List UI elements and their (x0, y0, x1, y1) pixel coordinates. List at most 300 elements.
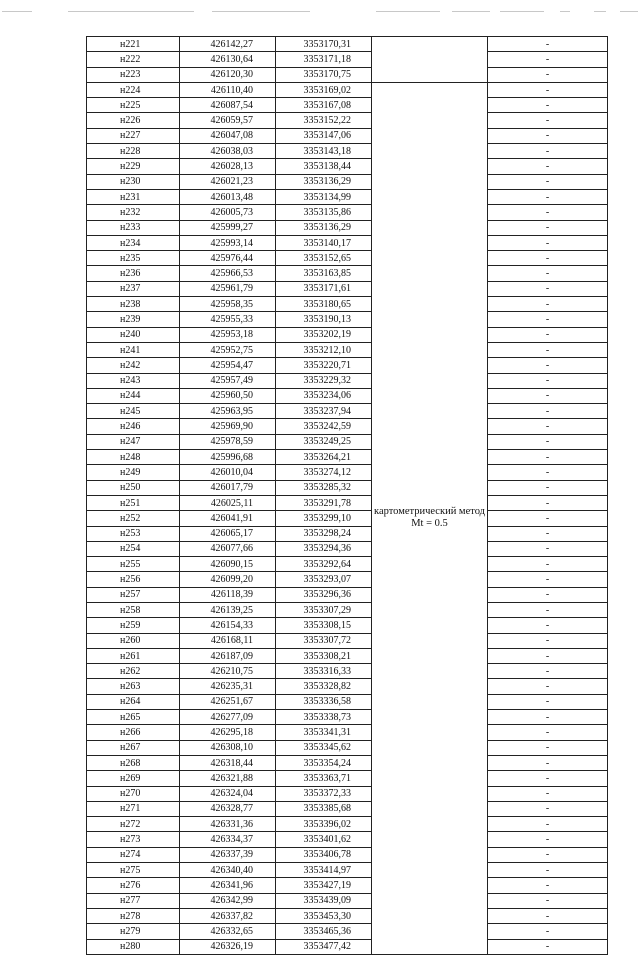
description-cell: - (488, 801, 608, 816)
y-coordinate-cell: 3353292,64 (276, 557, 372, 572)
point-id-cell: н226 (87, 113, 180, 128)
point-id-cell: н224 (87, 82, 180, 97)
y-coordinate-cell: 3353134,99 (276, 189, 372, 204)
point-id-cell: н239 (87, 312, 180, 327)
y-coordinate-cell: 3353285,32 (276, 480, 372, 495)
y-coordinate-cell: 3353307,29 (276, 602, 372, 617)
point-id-cell: н229 (87, 159, 180, 174)
point-id-cell: н238 (87, 297, 180, 312)
point-id-cell: н244 (87, 388, 180, 403)
table-row (87, 557, 608, 572)
x-coordinate-cell: 426090,15 (180, 557, 276, 572)
point-id-cell: н231 (87, 189, 180, 204)
table-row (87, 450, 608, 465)
y-coordinate-cell: 3353414,97 (276, 863, 372, 878)
y-coordinate-cell: 3353167,08 (276, 98, 372, 113)
table-row (87, 602, 608, 617)
x-coordinate-cell: 426118,39 (180, 587, 276, 602)
description-cell: - (488, 450, 608, 465)
x-coordinate-cell: 426065,17 (180, 526, 276, 541)
description-cell: - (488, 710, 608, 725)
description-cell: - (488, 480, 608, 495)
point-id-cell: н255 (87, 557, 180, 572)
description-cell: - (488, 281, 608, 296)
description-cell: - (488, 740, 608, 755)
point-id-cell: н243 (87, 373, 180, 388)
table-row (87, 342, 608, 357)
point-id-cell: н234 (87, 235, 180, 250)
point-id-cell: н242 (87, 358, 180, 373)
description-cell: - (488, 235, 608, 250)
description-cell: - (488, 725, 608, 740)
description-cell: - (488, 266, 608, 281)
y-coordinate-cell: 3353328,82 (276, 679, 372, 694)
description-cell: - (488, 817, 608, 832)
description-cell: - (488, 144, 608, 159)
point-id-cell: н233 (87, 220, 180, 235)
point-id-cell: н276 (87, 878, 180, 893)
description-cell: - (488, 82, 608, 97)
x-coordinate-cell: 425957,49 (180, 373, 276, 388)
x-coordinate-cell: 426120,30 (180, 67, 276, 82)
table-row (87, 832, 608, 847)
x-coordinate-cell: 426340,40 (180, 863, 276, 878)
x-coordinate-cell: 425996,68 (180, 450, 276, 465)
table-row (87, 710, 608, 725)
point-id-cell: н223 (87, 67, 180, 82)
y-coordinate-cell: 3353401,62 (276, 832, 372, 847)
table-row (87, 863, 608, 878)
x-coordinate-cell: 426028,13 (180, 159, 276, 174)
point-id-cell: н269 (87, 771, 180, 786)
point-id-cell: н267 (87, 740, 180, 755)
y-coordinate-cell: 3353338,73 (276, 710, 372, 725)
description-cell: - (488, 587, 608, 602)
description-cell: - (488, 908, 608, 923)
x-coordinate-cell: 426235,31 (180, 679, 276, 694)
x-coordinate-cell: 426139,25 (180, 602, 276, 617)
x-coordinate-cell: 426059,57 (180, 113, 276, 128)
x-coordinate-cell: 425966,53 (180, 266, 276, 281)
x-coordinate-cell: 426038,03 (180, 144, 276, 159)
x-coordinate-cell: 425999,27 (180, 220, 276, 235)
point-id-cell: н241 (87, 342, 180, 357)
table-row (87, 480, 608, 495)
description-cell: - (488, 205, 608, 220)
x-coordinate-cell: 426099,20 (180, 572, 276, 587)
table-row (87, 419, 608, 434)
description-cell: - (488, 388, 608, 403)
description-cell: - (488, 771, 608, 786)
y-coordinate-cell: 3353140,17 (276, 235, 372, 250)
point-id-cell: н260 (87, 633, 180, 648)
description-cell: - (488, 618, 608, 633)
x-coordinate-cell: 426324,04 (180, 786, 276, 801)
table-row (87, 358, 608, 373)
table-row (87, 297, 608, 312)
point-id-cell: н246 (87, 419, 180, 434)
point-id-cell: н235 (87, 251, 180, 266)
table-row (87, 235, 608, 250)
table-row (87, 37, 608, 52)
point-id-cell: н257 (87, 587, 180, 602)
description-cell: - (488, 694, 608, 709)
point-id-cell: н248 (87, 450, 180, 465)
y-coordinate-cell: 3353406,78 (276, 847, 372, 862)
table-row (87, 388, 608, 403)
table-row (87, 144, 608, 159)
point-id-cell: н261 (87, 648, 180, 663)
y-coordinate-cell: 3353143,18 (276, 144, 372, 159)
y-coordinate-cell: 3353249,25 (276, 434, 372, 449)
point-id-cell: н251 (87, 495, 180, 510)
description-cell: - (488, 373, 608, 388)
y-coordinate-cell: 3353307,72 (276, 633, 372, 648)
y-coordinate-cell: 3353396,02 (276, 817, 372, 832)
point-id-cell: н245 (87, 404, 180, 419)
point-id-cell: н256 (87, 572, 180, 587)
point-id-cell: н277 (87, 893, 180, 908)
y-coordinate-cell: 3353372,33 (276, 786, 372, 801)
y-coordinate-cell: 3353345,62 (276, 740, 372, 755)
y-coordinate-cell: 3353212,10 (276, 342, 372, 357)
y-coordinate-cell: 3353291,78 (276, 495, 372, 510)
table-row (87, 541, 608, 556)
table-row (87, 251, 608, 266)
x-coordinate-cell: 426047,08 (180, 128, 276, 143)
method-cell: картометрический метод Mt = 0.5 (372, 82, 488, 954)
description-cell: - (488, 679, 608, 694)
description-cell: - (488, 495, 608, 510)
description-cell: - (488, 37, 608, 52)
table-row (87, 847, 608, 862)
x-coordinate-cell: 426110,40 (180, 82, 276, 97)
x-coordinate-cell: 425969,90 (180, 419, 276, 434)
description-cell: - (488, 924, 608, 939)
y-coordinate-cell: 3353427,19 (276, 878, 372, 893)
table-row (87, 495, 608, 510)
table-row (87, 817, 608, 832)
y-coordinate-cell: 3353477,42 (276, 939, 372, 954)
description-cell: - (488, 878, 608, 893)
description-cell: - (488, 465, 608, 480)
table-row (87, 893, 608, 908)
table-row (87, 801, 608, 816)
table-row (87, 113, 608, 128)
description-cell: - (488, 847, 608, 862)
x-coordinate-cell: 426005,73 (180, 205, 276, 220)
point-id-cell: н236 (87, 266, 180, 281)
x-coordinate-cell: 426334,37 (180, 832, 276, 847)
point-id-cell: н250 (87, 480, 180, 495)
x-coordinate-cell: 425961,79 (180, 281, 276, 296)
x-coordinate-cell: 425963,95 (180, 404, 276, 419)
table-row (87, 664, 608, 679)
y-coordinate-cell: 3353136,29 (276, 174, 372, 189)
y-coordinate-cell: 3353294,36 (276, 541, 372, 556)
description-cell: - (488, 434, 608, 449)
x-coordinate-cell: 426087,54 (180, 98, 276, 113)
table-row (87, 908, 608, 923)
x-coordinate-cell: 425953,18 (180, 327, 276, 342)
table-row (87, 725, 608, 740)
description-cell: - (488, 358, 608, 373)
description-cell: - (488, 863, 608, 878)
table-row (87, 633, 608, 648)
table-row (87, 526, 608, 541)
point-id-cell: н263 (87, 679, 180, 694)
coordinates-table (86, 36, 608, 955)
y-coordinate-cell: 3353170,31 (276, 37, 372, 52)
table-row (87, 511, 608, 526)
table-row (87, 404, 608, 419)
x-coordinate-cell: 426013,48 (180, 189, 276, 204)
x-coordinate-cell: 425976,44 (180, 251, 276, 266)
point-id-cell: н280 (87, 939, 180, 954)
y-coordinate-cell: 3353237,94 (276, 404, 372, 419)
description-cell: - (488, 786, 608, 801)
point-id-cell: н264 (87, 694, 180, 709)
y-coordinate-cell: 3353354,24 (276, 755, 372, 770)
x-coordinate-cell: 426017,79 (180, 480, 276, 495)
y-coordinate-cell: 3353220,71 (276, 358, 372, 373)
x-coordinate-cell: 425955,33 (180, 312, 276, 327)
point-id-cell: н225 (87, 98, 180, 113)
x-coordinate-cell: 425978,59 (180, 434, 276, 449)
point-id-cell: н258 (87, 602, 180, 617)
description-cell: - (488, 939, 608, 954)
y-coordinate-cell: 3353264,21 (276, 450, 372, 465)
description-cell: - (488, 832, 608, 847)
table-row (87, 220, 608, 235)
y-coordinate-cell: 3353202,19 (276, 327, 372, 342)
y-coordinate-cell: 3353316,33 (276, 664, 372, 679)
point-id-cell: н227 (87, 128, 180, 143)
point-id-cell: н268 (87, 755, 180, 770)
table-row (87, 312, 608, 327)
point-id-cell: н274 (87, 847, 180, 862)
description-cell: - (488, 67, 608, 82)
description-cell: - (488, 174, 608, 189)
point-id-cell: н247 (87, 434, 180, 449)
table-row (87, 771, 608, 786)
table-row (87, 465, 608, 480)
description-cell: - (488, 220, 608, 235)
table-row (87, 67, 608, 82)
point-id-cell: н272 (87, 817, 180, 832)
description-cell: - (488, 251, 608, 266)
description-cell: - (488, 557, 608, 572)
point-id-cell: н266 (87, 725, 180, 740)
y-coordinate-cell: 3353296,36 (276, 587, 372, 602)
y-coordinate-cell: 3353234,06 (276, 388, 372, 403)
scan-header-artifact (0, 11, 640, 13)
x-coordinate-cell: 426041,91 (180, 511, 276, 526)
description-cell: - (488, 541, 608, 556)
x-coordinate-cell: 426326,19 (180, 939, 276, 954)
y-coordinate-cell: 3353180,65 (276, 297, 372, 312)
method-cell-empty (372, 37, 488, 83)
point-id-cell: н230 (87, 174, 180, 189)
table-row (87, 434, 608, 449)
point-id-cell: н252 (87, 511, 180, 526)
table-row (87, 878, 608, 893)
y-coordinate-cell: 3353190,13 (276, 312, 372, 327)
x-coordinate-cell: 426328,77 (180, 801, 276, 816)
point-id-cell: н279 (87, 924, 180, 939)
point-id-cell: н259 (87, 618, 180, 633)
y-coordinate-cell: 3353135,86 (276, 205, 372, 220)
point-id-cell: н221 (87, 37, 180, 52)
y-coordinate-cell: 3353136,29 (276, 220, 372, 235)
table-row (87, 205, 608, 220)
x-coordinate-cell: 426187,09 (180, 648, 276, 663)
y-coordinate-cell: 3353163,85 (276, 266, 372, 281)
x-coordinate-cell: 426154,33 (180, 618, 276, 633)
description-cell: - (488, 572, 608, 587)
x-coordinate-cell: 426318,44 (180, 755, 276, 770)
y-coordinate-cell: 3353274,12 (276, 465, 372, 480)
x-coordinate-cell: 426341,96 (180, 878, 276, 893)
description-cell: - (488, 113, 608, 128)
description-cell: - (488, 52, 608, 67)
description-cell: - (488, 98, 608, 113)
x-coordinate-cell: 426295,18 (180, 725, 276, 740)
y-coordinate-cell: 3353147,06 (276, 128, 372, 143)
description-cell: - (488, 327, 608, 342)
y-coordinate-cell: 3353293,07 (276, 572, 372, 587)
description-cell: - (488, 312, 608, 327)
x-coordinate-cell: 426308,10 (180, 740, 276, 755)
y-coordinate-cell: 3353308,21 (276, 648, 372, 663)
x-coordinate-cell: 425958,35 (180, 297, 276, 312)
y-coordinate-cell: 3353152,22 (276, 113, 372, 128)
table-row (87, 82, 608, 97)
table-row (87, 128, 608, 143)
point-id-cell: н271 (87, 801, 180, 816)
description-cell: - (488, 159, 608, 174)
description-cell: - (488, 419, 608, 434)
y-coordinate-cell: 3353308,15 (276, 618, 372, 633)
y-coordinate-cell: 3353169,02 (276, 82, 372, 97)
y-coordinate-cell: 3353138,44 (276, 159, 372, 174)
table-row (87, 740, 608, 755)
point-id-cell: н254 (87, 541, 180, 556)
table-row (87, 189, 608, 204)
y-coordinate-cell: 3353229,32 (276, 373, 372, 388)
x-coordinate-cell: 426210,75 (180, 664, 276, 679)
point-id-cell: н253 (87, 526, 180, 541)
table-row (87, 98, 608, 113)
description-cell: - (488, 893, 608, 908)
x-coordinate-cell: 426142,27 (180, 37, 276, 52)
point-id-cell: н278 (87, 908, 180, 923)
description-cell: - (488, 342, 608, 357)
description-cell: - (488, 511, 608, 526)
y-coordinate-cell: 3353465,36 (276, 924, 372, 939)
table-row (87, 694, 608, 709)
x-coordinate-cell: 426130,64 (180, 52, 276, 67)
x-coordinate-cell: 426010,04 (180, 465, 276, 480)
table-row (87, 939, 608, 954)
description-cell: - (488, 602, 608, 617)
description-cell: - (488, 297, 608, 312)
description-cell: - (488, 526, 608, 541)
table-row (87, 52, 608, 67)
x-coordinate-cell: 426342,99 (180, 893, 276, 908)
table-row (87, 648, 608, 663)
table-row (87, 373, 608, 388)
x-coordinate-cell: 426321,88 (180, 771, 276, 786)
table-row (87, 327, 608, 342)
x-coordinate-cell: 426251,67 (180, 694, 276, 709)
point-id-cell: н240 (87, 327, 180, 342)
description-cell: - (488, 633, 608, 648)
x-coordinate-cell: 426332,65 (180, 924, 276, 939)
table-row (87, 618, 608, 633)
description-cell: - (488, 404, 608, 419)
table-row (87, 159, 608, 174)
table-row (87, 174, 608, 189)
x-coordinate-cell: 426168,11 (180, 633, 276, 648)
y-coordinate-cell: 3353299,10 (276, 511, 372, 526)
x-coordinate-cell: 426337,82 (180, 908, 276, 923)
point-id-cell: н262 (87, 664, 180, 679)
description-cell: - (488, 755, 608, 770)
y-coordinate-cell: 3353170,75 (276, 67, 372, 82)
point-id-cell: н265 (87, 710, 180, 725)
y-coordinate-cell: 3353336,58 (276, 694, 372, 709)
point-id-cell: н237 (87, 281, 180, 296)
description-cell: - (488, 664, 608, 679)
y-coordinate-cell: 3353385,68 (276, 801, 372, 816)
point-id-cell: н232 (87, 205, 180, 220)
point-id-cell: н273 (87, 832, 180, 847)
point-id-cell: н228 (87, 144, 180, 159)
table-row (87, 266, 608, 281)
x-coordinate-cell: 426025,11 (180, 495, 276, 510)
x-coordinate-cell: 426021,23 (180, 174, 276, 189)
x-coordinate-cell: 425960,50 (180, 388, 276, 403)
table-row (87, 755, 608, 770)
table-row (87, 679, 608, 694)
y-coordinate-cell: 3353298,24 (276, 526, 372, 541)
x-coordinate-cell: 426077,66 (180, 541, 276, 556)
y-coordinate-cell: 3353341,31 (276, 725, 372, 740)
table-row (87, 924, 608, 939)
y-coordinate-cell: 3353171,61 (276, 281, 372, 296)
y-coordinate-cell: 3353453,30 (276, 908, 372, 923)
y-coordinate-cell: 3353439,09 (276, 893, 372, 908)
y-coordinate-cell: 3353171,18 (276, 52, 372, 67)
x-coordinate-cell: 426277,09 (180, 710, 276, 725)
point-id-cell: н222 (87, 52, 180, 67)
point-id-cell: н270 (87, 786, 180, 801)
description-cell: - (488, 128, 608, 143)
y-coordinate-cell: 3353242,59 (276, 419, 372, 434)
table-row (87, 572, 608, 587)
x-coordinate-cell: 425954,47 (180, 358, 276, 373)
x-coordinate-cell: 426337,39 (180, 847, 276, 862)
description-cell: - (488, 648, 608, 663)
document-page (86, 36, 608, 955)
table-row (87, 587, 608, 602)
table-row (87, 786, 608, 801)
coordinates-table-body (87, 37, 608, 955)
x-coordinate-cell: 425952,75 (180, 342, 276, 357)
table-row (87, 281, 608, 296)
y-coordinate-cell: 3353363,71 (276, 771, 372, 786)
